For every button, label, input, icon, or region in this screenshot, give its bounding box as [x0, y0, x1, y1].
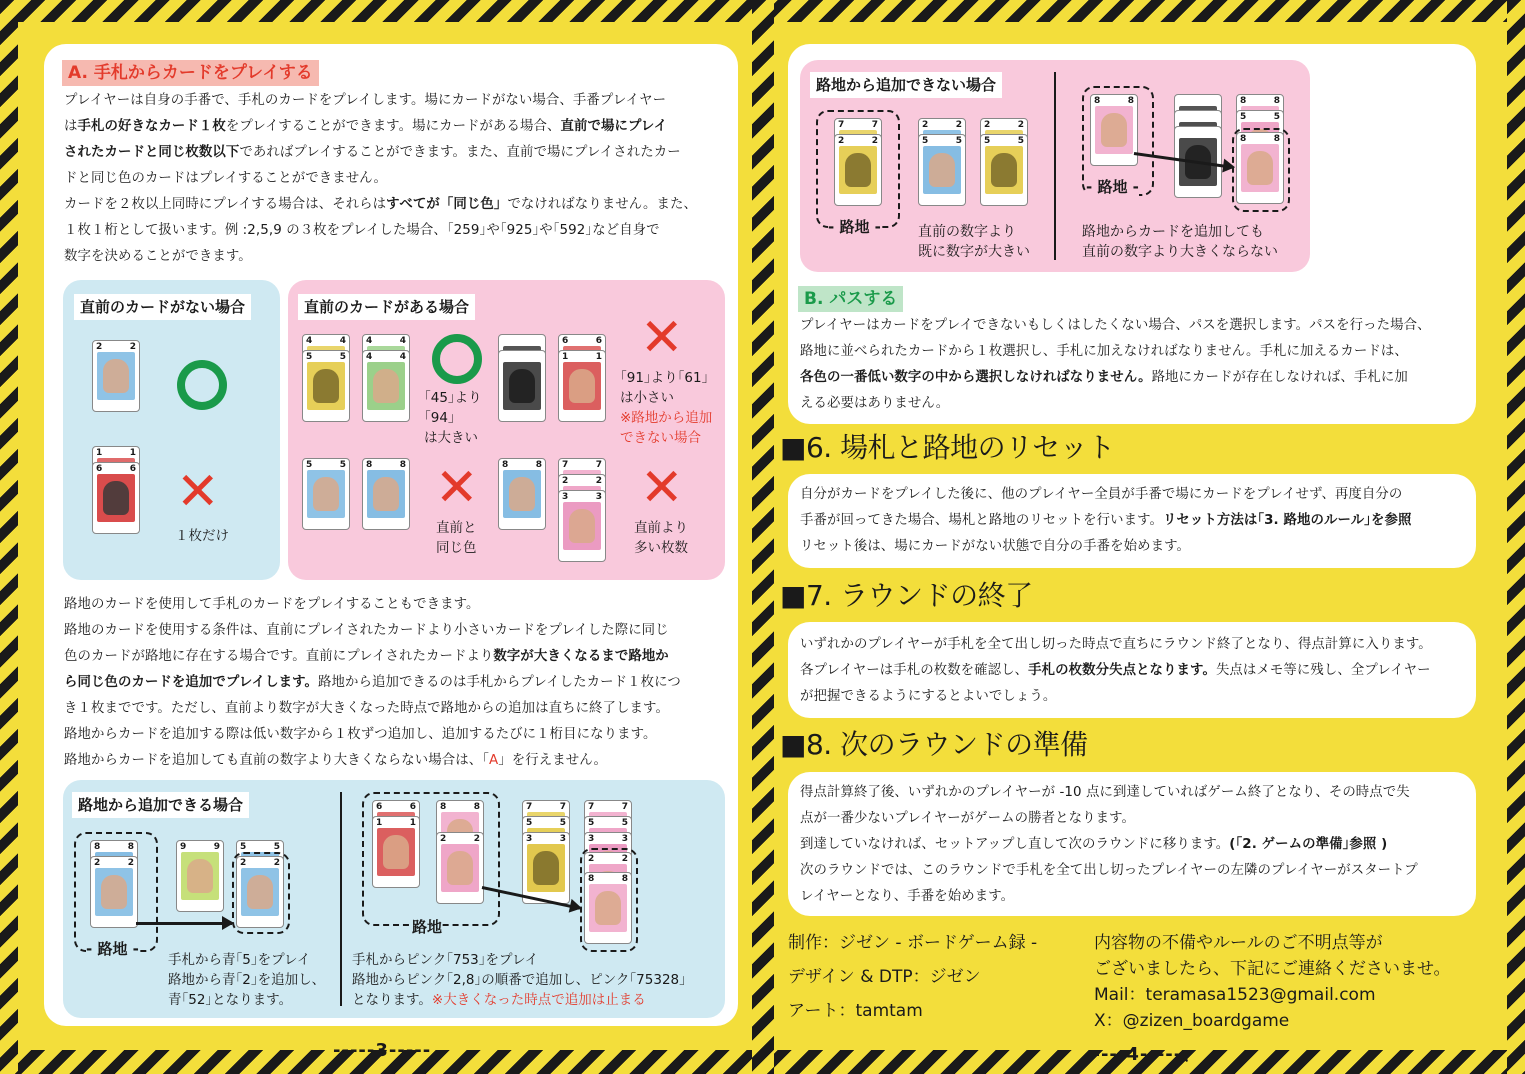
card-yellow-7: 7 7 — [522, 800, 570, 872]
card-yellow-7b: 7 7 — [834, 118, 882, 190]
hazard-stripe-right — [1507, 0, 1525, 1074]
card-green-9: 9 9 — [176, 840, 224, 912]
caption-only-one: １枚だけ — [175, 528, 229, 544]
section-a-title: A. 手札からカードをプレイする — [62, 60, 319, 86]
card-blue-8c: 8 8 — [90, 840, 138, 912]
correct-circle-icon — [432, 334, 482, 384]
caption-not-bigger: 路地からカードを追加しても 直前の数字より大きくならない — [1082, 224, 1278, 260]
card-yellow-3: 3 3 — [522, 832, 570, 904]
card-black-7: 7 7 — [1174, 126, 1222, 198]
card-blue-2: 2 2 — [92, 340, 140, 412]
alley-text: 路地のカードを使用して手札のカードをプレイすることもできます。 路地のカードを使用する条件は、直前にプレイされたカードより小さいカードをプレイした際に同じ 色のカードが路地に存在する場合です。直前にプレイされたカードより数字が大きくなるまで路地か ら同じ色のカードを追加でプレイします。路地から追加できるのは手札からプレイしたカード１枚につ き１枚までです。ただし、直前より数字が大きくなった時点で路地からの追加は直ちに終了します。 路地からカードを追加する際は低い数字から１枚ずつ追加し、追加するたびに１桁目になります。 路地からカードを追加しても直前の数字より大きくならない場合は、「A」を行えません。 — [64, 597, 681, 768]
section-6-text: 自分がカードをプレイした後に、他のプレイヤー全員が手番で場にカードをプレイせず、再度自分の 手番が回ってきた場合、場札と路地のリセットを行います。リセット方法は｢3. 路地のルール｣を参照 リセット後は、場にカードがない状態で自分の手番を始めます。 — [800, 487, 1412, 554]
credits: 制作：ジゼン - ボードゲーム録 - デザイン & DTP：ジゼン アート：tamtam — [788, 933, 1038, 1021]
card-pink-8c: 8 8 — [1090, 94, 1138, 166]
card-green-4a: 4 4 — [362, 334, 410, 406]
card-pink-2c: 2 2 — [584, 852, 632, 924]
caption-45-94: ｢45｣より ｢94｣ は大きい — [424, 390, 482, 446]
hazard-stripe-left — [0, 0, 18, 1074]
has-prev-card-title: 直前のカードがある場合 — [298, 294, 475, 320]
card-pink-5: 5 5 — [584, 816, 632, 888]
card-yellow-5b: 5 5 — [522, 816, 570, 888]
card-pink-8d: 8 8 — [1236, 94, 1284, 166]
page-number-3: -----3----- — [333, 1040, 432, 1061]
card-red-1c: 1 1 — [372, 816, 420, 888]
card-pink-7b: 7 7 — [584, 800, 632, 872]
cross-icon: ✕ — [640, 458, 684, 518]
card-black-1: 1 1 — [498, 350, 546, 422]
arrow-icon — [136, 922, 232, 925]
correct-circle-icon — [177, 360, 227, 410]
card-black-9: 9 9 — [498, 334, 546, 406]
alley-label-2: 路地 — [412, 918, 443, 936]
card-yellow-2b: 2 2 — [980, 118, 1028, 190]
alley-label: - 路地 - — [86, 940, 139, 958]
section-a-text: プレイヤーは自身の手番で、手札のカードをプレイします。場にカードがない場合、手番プレイヤー は手札の好きなカード１枚をプレイすることができます。場にカードがある場合、直前で場にプレイ されたカードと同じ枚数以下であればプレイすることができます。また、直前で場にプレイされたカー ドと同じ色のカードはプレイすることができません。 カードを２枚以上同時にプレイする場合は、それらはすべてが「同じ色」でなければなりません。また、 １枚１桁として扱います。例 :2,5,9 の３枚をプレイした場合、｢259｣や｢925｣や｢592｣など自身で 数字を決めることができます。 — [64, 93, 697, 264]
card-blue-8b: 8 8 — [498, 458, 546, 530]
cross-icon: ✕ — [176, 462, 220, 522]
card-black-6: 6 6 — [1174, 110, 1222, 182]
card-green-4b: 4 4 — [362, 350, 410, 422]
card-pink-3: 3 3 — [558, 490, 606, 562]
card-blue-5b: 5 5 — [236, 840, 284, 912]
card-blue-8: 8 8 — [362, 458, 410, 530]
divider-line — [340, 792, 342, 1006]
card-blue-2d: 2 2 — [918, 118, 966, 190]
card-blue-5c: 5 5 — [918, 134, 966, 206]
caption-same-color: 直前と 同じ色 — [436, 520, 477, 556]
heading-section-6: ■6. 場札と路地のリセット — [780, 431, 1115, 464]
heading-section-7: ■7. ラウンドの終了 — [780, 579, 1033, 612]
divider-line — [1054, 72, 1056, 260]
section-7-text: いずれかのプレイヤーが手札を全て出し切った時点で直ちにラウンド終了となり、得点計算に入ります。 各プレイヤーは手札の枚数を確認し、手札の枚数分失点となります。失点はメモ等に残し、全プレイヤー が把握できるようにするとよいでしょう。 — [800, 637, 1432, 704]
card-black-9b: 9 9 — [1174, 94, 1222, 166]
card-pink-2b: 2 2 — [436, 832, 484, 904]
can-add-title: 路地から追加できる場合 — [72, 792, 249, 818]
card-red-1b: 1 1 — [558, 350, 606, 422]
card-red-6: 6 6 — [92, 462, 140, 534]
contact-info: 内容物の不備やルールのご不明点等が ございましたら、下記にご連絡くださいませ。 Mail：teramasa1523@gmail.com X：@zizen_boardgame — [1094, 933, 1451, 1031]
caption-91-61: ｢91｣より｢61｣ は小さい ※路地から追加 できない場合 — [620, 370, 713, 446]
cannot-add-title: 路地から追加できない場合 — [810, 72, 1002, 98]
no-prev-card-title: 直前のカードがない場合 — [74, 294, 251, 320]
section-8-text: 得点計算終了後、いずれかのプレイヤーが -10 点に到達していればゲーム終了となり、その時点で失 点が一番少ないプレイヤーがゲームの勝者となります。 到達していなければ、セットアップし直して次のラウンドに移ります。(｢2. ゲームの準備｣参照 ) 次のラウンドでは、このラウンドで手札を全て出し切ったプレイヤーの左隣のプレイヤーがスタートプ レイヤーとなり、手番を始めます。 — [800, 785, 1418, 904]
card-red-6b: 6 6 — [558, 334, 606, 406]
card-red-1: 1 1 — [92, 446, 140, 518]
card-blue-2c: 2 2 — [236, 856, 284, 928]
cross-icon: ✕ — [640, 308, 684, 368]
card-yellow-2: 2 2 — [834, 134, 882, 206]
card-pink-8: 8 8 — [436, 800, 484, 872]
hazard-stripe-center — [752, 0, 774, 1074]
no-prev-card-box — [63, 280, 280, 580]
caption-blue-52: 手札から青｢5｣をプレイ 路地から青｢2｣を追加し、 青｢52｣となります。 — [168, 952, 326, 1008]
caption-already-bigger: 直前の数字より 既に数字が大きい — [918, 224, 1030, 260]
card-red-6c: 6 6 — [372, 800, 420, 872]
alley-label-3: - 路地 - — [828, 218, 881, 236]
card-pink-2: 2 2 — [558, 474, 606, 546]
page-number-4: -----4-----、 — [1084, 1044, 1202, 1065]
section-b-title: B. パスする — [798, 286, 903, 312]
heading-section-8: ■8. 次のラウンドの準備 — [780, 728, 1088, 761]
card-yellow-5: 5 5 — [302, 350, 350, 422]
alley-label-4: - 路地 - — [1086, 178, 1139, 196]
card-pink-5b: 5 5 — [1236, 110, 1284, 182]
section-b-text: プレイヤーはカードをプレイできないもしくはしたくない場合、パスを選択します。パスを行った場合、 路地に並べられたカードから１枚選択し、手札に加えなければなりません。手札に加えるカードは、 各色の一番低い数字の中から選択しなければなりません。路地にカードが存在しなければ、手札に加 える必要はありません。 — [800, 318, 1431, 411]
card-blue-5: 5 5 — [302, 458, 350, 530]
card-pink-8b: 8 8 — [584, 872, 632, 944]
card-yellow-4: 4 4 — [302, 334, 350, 406]
cross-icon: ✕ — [435, 458, 479, 518]
card-blue-2b: 2 2 — [90, 856, 138, 928]
card-pink-3b: 3 3 — [584, 832, 632, 904]
caption-more-cards: 直前より 多い枚数 — [634, 520, 688, 556]
card-pink-8e: 8 8 — [1236, 132, 1284, 204]
card-yellow-5c: 5 5 — [980, 134, 1028, 206]
caption-pink-75328: 手札からピンク｢753｣をプレイ 路地からピンク｢2,8｣の順番で追加し、ピンク｢75328｣ となります。※大きくなった時点で追加は止まる — [352, 952, 686, 1008]
card-pink-7: 7 7 — [558, 458, 606, 530]
